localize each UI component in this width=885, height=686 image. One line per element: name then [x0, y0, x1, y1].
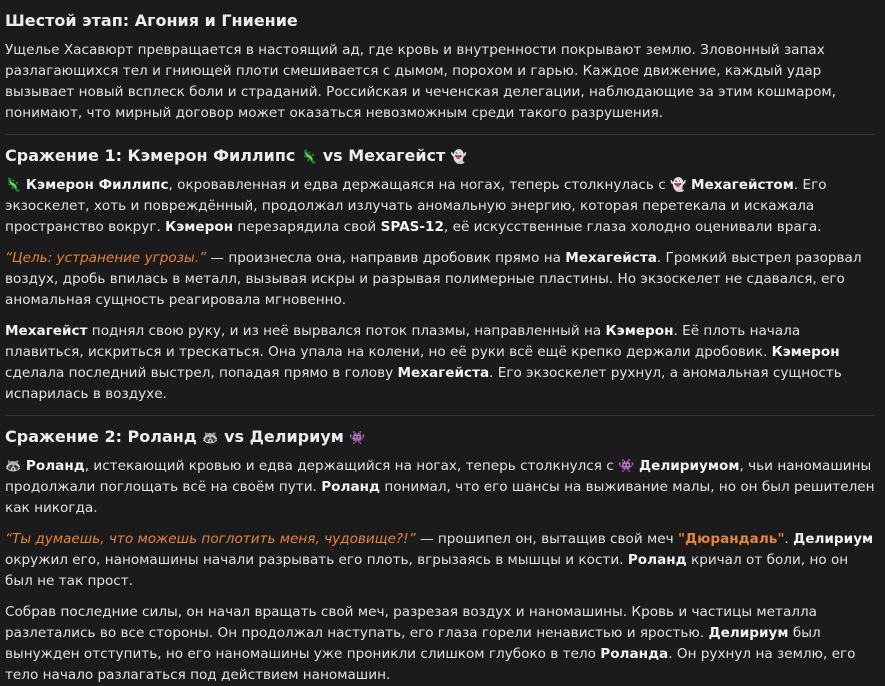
divider	[5, 415, 875, 416]
battle2-paragraph-3: Собрав последние силы, он начал вращать свой меч, разрезая воздух и наномашины. Кровь и частицы металла разлетались во все стороны. Он продолжал наступать, его глаза горели ненавистью и яростью. Делириум был вынужден отступить, но его наномашины уже проникли слишком глубоко в тело Роланда. Он рухнул на землю, его тело начало разлагаться под действием наномашин.	[5, 604, 856, 683]
lizard-icon: 🦎	[300, 150, 318, 165]
battle1-paragraph-2: “Цель: устранение угрозы.” — произнесла она, направив дробовик прямо на Мехагейста. Громкий выстрел разорвал воздух, дробь впилась в металл, вызывая искры и разрывая полимерные пластины. Но экзоскелет не сдавался, его аномальная сущность реагировала мгновенно.	[5, 250, 862, 308]
raccoon-icon: 🦝	[202, 431, 219, 446]
ghost-icon: 👻	[670, 178, 687, 193]
battle1-title: Сражение 1: Кэмерон Филлипс 🦎 vs Мехагейст 👻	[5, 146, 468, 165]
battle1-paragraph-1: 🦎 Кэмерон Филлипс, окровавленная и едва держащаяся на ногах, теперь столкнулась с 👻 Мехагейстом. Его экзоскелет, хоть и повреждённый, продолжал излучать аномальную энергию, которая перетекала и искажала пространство вокруг. Кэмерон перезарядила свой SPAS-12, её искусственные глаза холодно оценивали врага.	[5, 177, 827, 235]
stage-intro: Ущелье Хасавюрт превращается в настоящий ад, где кровь и внутренности покрывают землю. Зловонный запах разлагающихся тел и гниющей плоти смешивается с дымом, порохом и гарью. Каждое движение, каждый удар вызывает новый всплеск боли и страданий. Российская и чеченская делегации, наблюдающие за этим кошмаром, понимают, что мирный договор может оказаться невозможным среди такого разрушения.	[5, 42, 836, 121]
alien-monster-icon: 👾	[618, 459, 635, 474]
lizard-icon: 🦎	[5, 178, 22, 193]
battle2-paragraph-2: “Ты думаешь, что можешь поглотить меня, чудовище?!” — прошипел он, вытащив свой меч "Дюрандаль". Делириум окружил его, наномашины начали разрывать его плоть, вгрызаясь в мышцы и кости. Роланд кричал от боли, но он был не так прост.	[5, 531, 874, 589]
stage-title: Шестой этап: Агония и Гниение	[5, 11, 298, 30]
sword-name: "Дюрандаль"	[677, 531, 785, 547]
divider	[5, 134, 875, 135]
ghost-icon: 👻	[450, 150, 468, 165]
quote: “Цель: устранение угрозы.”	[5, 250, 207, 266]
alien-monster-icon: 👾	[349, 431, 366, 446]
quote: “Ты думаешь, что можешь поглотить меня, чудовище?!”	[5, 531, 416, 547]
battle2-title: Сражение 2: Роланд 🦝 vs Делириум 👾	[5, 427, 366, 446]
battle1-paragraph-3: Мехагейст поднял свою руку, и из неё вырвался поток плазмы, направленный на Кэмерон. Её плоть начала плавиться, искриться и трескаться. Она упала на колени, но её руки всё ещё крепко держали дробовик. Кэмерон сделала последний выстрел, попадая прямо в голову Мехагейста. Его экзоскелет рухнул, а аномальная сущность испарилась в воздухе.	[5, 323, 842, 402]
battle2-paragraph-1: 🦝 Роланд, истекающий кровью и едва держащийся на ногах, теперь столкнулся с 👾 Делириумом, чьи наномашины продолжали поглощать всё на своём пути. Роланд понимал, что его шансы на выживание малы, но он был решителен как никогда.	[5, 458, 875, 516]
raccoon-icon: 🦝	[5, 459, 22, 474]
